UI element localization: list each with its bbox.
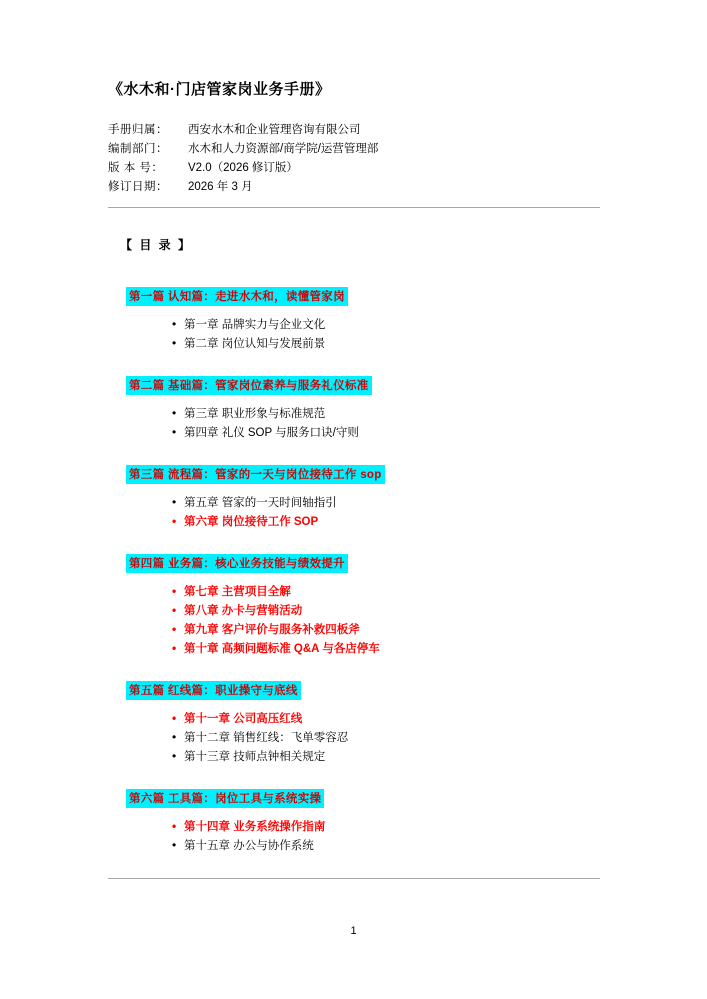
table-of-contents [108,287,607,856]
list-item[interactable]: • 第七章 主营项目全解 [172,583,607,602]
toc-chapter-list [108,818,607,856]
metadata-label: 手册归属： [108,124,168,136]
toc-part [108,376,607,443]
metadata-row [108,121,378,140]
list-item[interactable]: • 第十二章 销售红线：飞单零容忍 [172,729,607,748]
toc-part-title[interactable]: 第六篇 工具篇：岗位工具与系统实操 [126,789,324,808]
toc-chapter-list [108,494,607,532]
metadata-value: 2026 年 3 月 [188,181,253,193]
list-item[interactable]: • 第十三章 技师点钟相关规定 [172,748,607,767]
list-item[interactable]: • 第十五章 办公与协作系统 [172,837,607,856]
list-item[interactable]: • 第八章 办卡与营销活动 [172,602,607,621]
toc-part [108,465,607,532]
toc-part-title[interactable]: 第二篇 基础篇：管家岗位素养与服务礼仪标准 [126,376,372,395]
metadata-label: 修订日期： [108,181,168,193]
document-metadata [108,121,378,197]
list-item[interactable]: • 第十四章 业务系统操作指南 [172,818,607,837]
page-number: 1 [350,925,357,937]
list-item[interactable]: • 第十一章 公司高压红线 [172,710,607,729]
toc-chapter-list [108,583,607,659]
toc-chapter-list [108,405,607,443]
toc-heading: 【 目 录 】 [120,238,193,252]
list-item[interactable]: • 第十章 高频问题标准 Q&A 与各店停车 [172,640,607,659]
list-item[interactable]: • 第六章 岗位接待工作 SOP [172,513,607,532]
header-divider [108,207,600,208]
list-item[interactable]: • 第九章 客户评价与服务补救四板斧 [172,621,607,640]
toc-chapter-list [108,316,607,354]
metadata-row [108,140,378,159]
metadata-value: 水木和人力资源部/商学院/运营管理部 [188,143,379,155]
toc-part [108,681,607,767]
metadata-row [108,159,378,178]
page-title: 《水木和·门店管家岗业务手册》 [108,81,331,98]
toc-chapter-list [108,710,607,767]
metadata-value: 西安水木和企业管理咨询有限公司 [188,124,361,136]
list-item[interactable]: • 第一章 品牌实力与企业文化 [172,316,607,335]
toc-part-title[interactable]: 第四篇 业务篇：核心业务技能与绩效提升 [126,554,348,573]
list-item[interactable]: • 第四章 礼仪 SOP 与服务口诀/守则 [172,424,607,443]
toc-part [108,789,607,856]
metadata-label: 版 本 号： [108,162,164,174]
metadata-value: V2.0（2026 修订版） [188,162,298,174]
toc-part [108,554,607,659]
footer-divider [108,878,600,879]
list-item[interactable]: • 第三章 职业形象与标准规范 [172,405,607,424]
toc-part [108,287,607,354]
metadata-row [108,178,378,197]
list-item[interactable]: • 第五章 管家的一天时间轴指引 [172,494,607,513]
toc-part-title[interactable]: 第五篇 红线篇：职业操守与底线 [126,681,301,700]
toc-part-title[interactable]: 第三篇 流程篇：管家的一天与岗位接待工作 sop [126,465,385,484]
list-item[interactable]: • 第二章 岗位认知与发展前景 [172,335,607,354]
toc-part-title[interactable]: 第一篇 认知篇：走进水木和，读懂管家岗 [126,287,348,306]
metadata-label: 编制部门： [108,143,168,155]
